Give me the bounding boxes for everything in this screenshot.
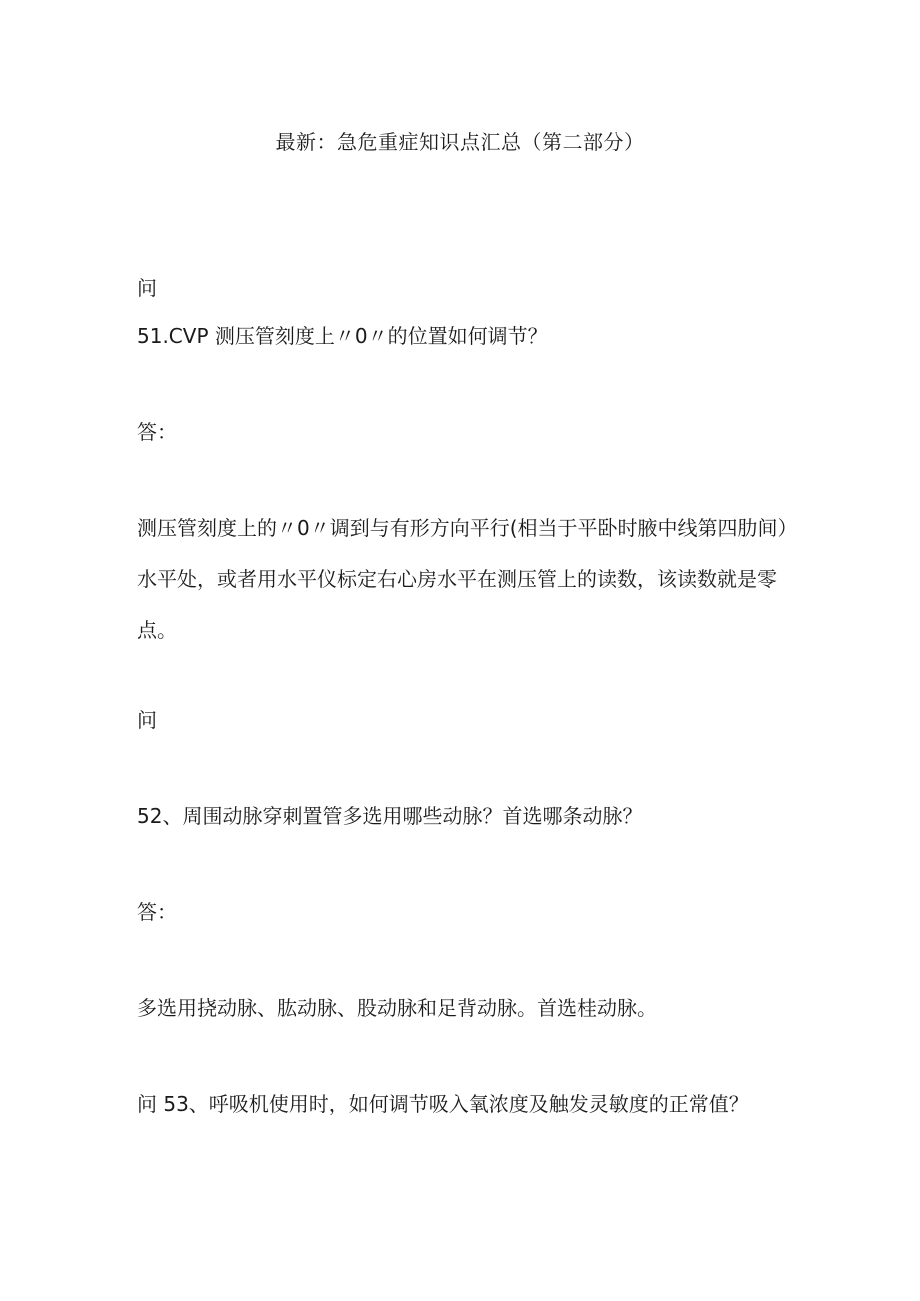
question-52-marker: 问 [137, 708, 157, 732]
question-51-marker: 问 [137, 276, 157, 300]
answer-52-text: 多选用挠动脉、肱动脉、股动脉和足背动脉。首选桂动脉。 [137, 996, 657, 1020]
answer-51-text: 测压管刻度上的〃0〃调到与有形方向平行(相当于平卧时腋中线第四肋间）水平处，或者用水平仪标定右心房水平在测压管上的读数，该读数就是零点。 [137, 516, 788, 642]
answer-51-marker: 答： [137, 420, 177, 444]
question-51-text: 51.CVP 测压管刻度上〃0〃的位置如何调节？ [137, 324, 548, 348]
question-53-text: 问 53、呼吸机使用时，如何调节吸入氧浓度及触发灵敏度的正常值？ [137, 1092, 749, 1116]
question-52-text: 52、周围动脉穿刺置管多选用哪些动脉？首选哪条动脉？ [137, 804, 643, 828]
answer-52-marker: 答： [137, 900, 177, 924]
document-title: 最新：急危重症知识点汇总（第二部分） [275, 130, 645, 154]
